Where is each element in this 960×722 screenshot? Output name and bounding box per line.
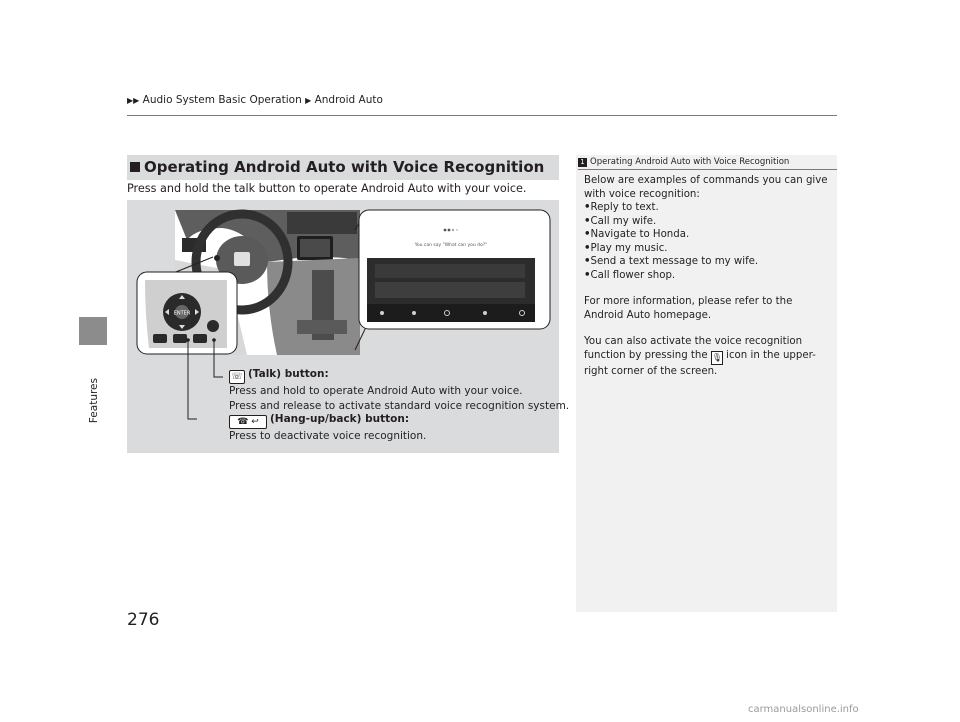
command-item: • Call my wife. <box>584 215 834 229</box>
heading-square-icon <box>130 162 140 172</box>
header-divider <box>127 115 837 116</box>
note-number-icon: 1 <box>578 158 587 167</box>
section-heading <box>127 155 559 180</box>
screen-prompt: You can say "What can you do?" <box>414 243 488 248</box>
breadcrumb <box>127 94 383 106</box>
breadcrumb-item-audio[interactable]: Audio System Basic Operation <box>142 94 302 106</box>
info-activate-pre: You can also activate the voice recognition function by pressing the <box>584 336 803 361</box>
info-title-text: Operating Android Auto with Voice Recognition <box>590 157 790 167</box>
talk-icon: ☏ <box>229 370 245 384</box>
chapter-label <box>80 378 108 438</box>
hangup-back-icon: ☎ ↩ <box>229 415 267 429</box>
intro-text: Press and hold the talk button to operate Android Auto with your voice. <box>127 182 527 195</box>
talk-button-callout <box>229 367 569 414</box>
command-item: • Navigate to Honda. <box>584 228 834 242</box>
steering-controls-zoom <box>137 272 237 354</box>
info-activate <box>584 335 834 378</box>
section-heading-text: Operating Android Auto with Voice Recognition <box>144 158 545 176</box>
command-item: • Play my music. <box>584 242 834 256</box>
android-auto-screen-zoom <box>359 210 550 329</box>
info-content <box>584 174 834 378</box>
enter-label: ENTER <box>173 310 191 317</box>
page-number: 276 <box>127 610 160 630</box>
breadcrumb-item-android-auto[interactable]: Android Auto <box>314 94 383 106</box>
chapter-label-text: Features <box>88 378 100 424</box>
talk-callout-title: (Talk) button: <box>248 368 329 380</box>
command-item: • Reply to text. <box>584 201 834 215</box>
command-item: • Call flower shop. <box>584 269 834 283</box>
info-divider <box>578 169 837 170</box>
talk-callout-line: Press and release to activate standard voice recognition system. <box>229 400 570 412</box>
hangup-callout-title: (Hang-up/back) button: <box>270 413 410 425</box>
info-title <box>578 157 789 167</box>
hangup-button-callout <box>229 412 426 444</box>
breadcrumb-arrow-icon: ▶▶ <box>127 96 140 105</box>
info-more: For more information, please refer to the Android Auto homepage. <box>584 296 793 321</box>
command-item: • Send a text message to my wife. <box>584 255 834 269</box>
watermark: carmanualsonline.info <box>748 704 859 715</box>
chapter-tab <box>79 317 107 345</box>
breadcrumb-arrow-icon: ▶ <box>305 96 312 105</box>
talk-callout-line: Press and hold to operate Android Auto with your voice. <box>229 385 523 397</box>
microphone-icon: 🎙 <box>711 351 723 365</box>
info-activate-post: icon in the upper-right corner of the screen. <box>584 349 816 377</box>
hangup-callout-line: Press to deactivate voice recognition. <box>229 430 427 442</box>
info-intro: Below are examples of commands you can give with voice recognition: <box>584 175 828 200</box>
